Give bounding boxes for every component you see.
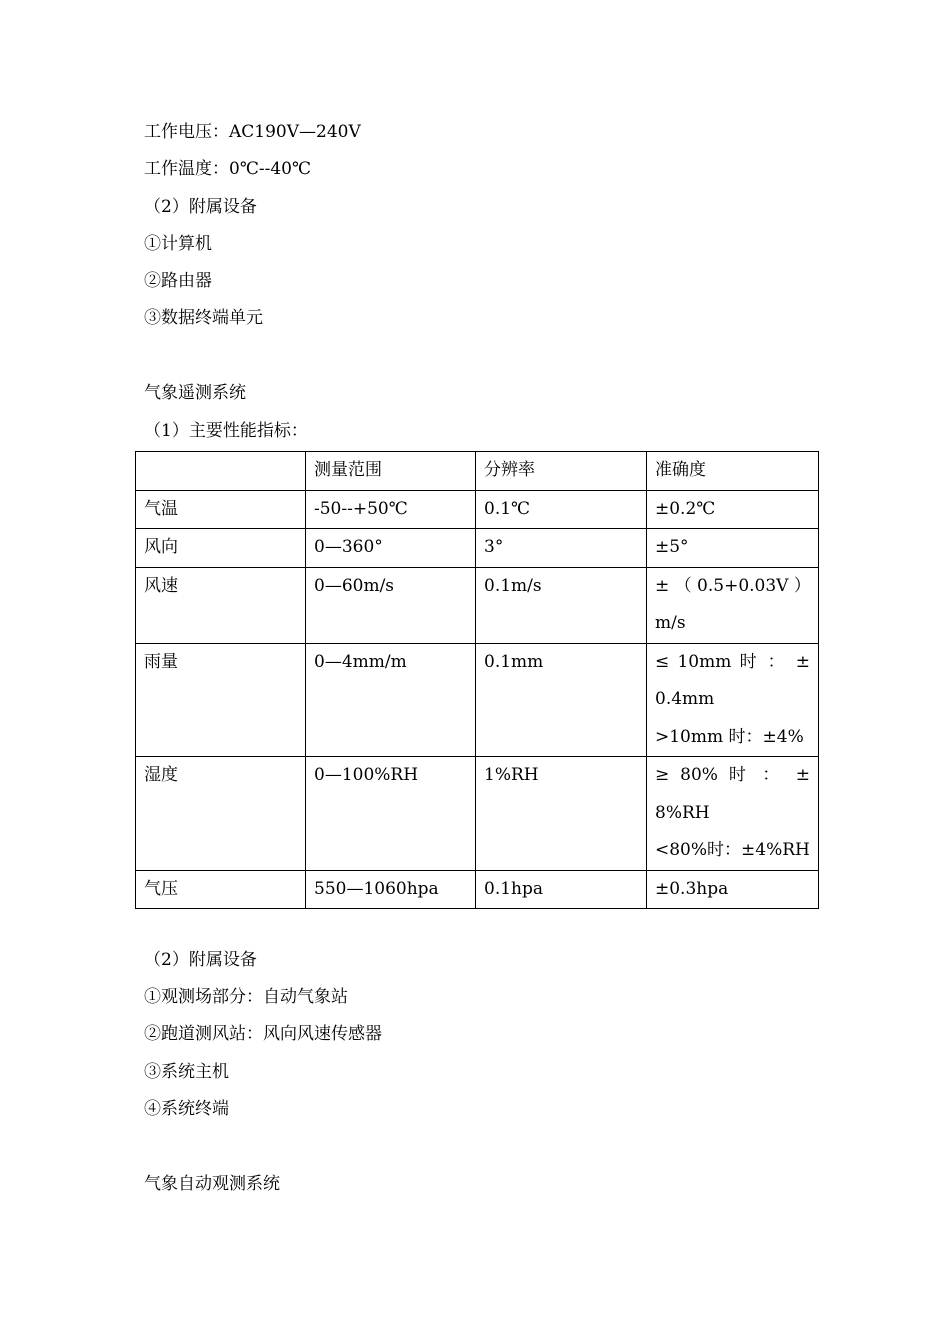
table-cell: ±0.3hpa	[647, 870, 819, 909]
table-row	[136, 643, 819, 757]
table-cell: 气压	[136, 870, 306, 909]
table-header-cell: 分辨率	[476, 452, 647, 491]
table-row	[136, 870, 819, 909]
accessory-item-system-terminal: ④系统终端	[144, 1099, 229, 1119]
table-cell: 0—60m/s	[306, 567, 476, 643]
table-cell: ≥ 80% 时 ： ± 8%RH <80%时：±4%RH	[647, 757, 819, 871]
table-row	[136, 757, 819, 871]
table-cell: 550—1060hpa	[306, 870, 476, 909]
table-header-cell	[136, 452, 306, 491]
table-cell: ±5°	[647, 529, 819, 568]
accessory-item-computer: ①计算机	[144, 234, 212, 254]
table-cell: 0.1hpa	[476, 870, 647, 909]
accessory-item-data-terminal: ③数据终端单元	[144, 308, 263, 328]
performance-table	[135, 451, 819, 909]
table-cell: 3°	[476, 529, 647, 568]
section-title-auto-observation: 气象自动观测系统	[144, 1174, 280, 1194]
accessories-heading: （2）附属设备	[144, 197, 257, 217]
accessory-item-router: ②路由器	[144, 271, 212, 291]
table-row	[136, 529, 819, 568]
table-cell: 0.1m/s	[476, 567, 647, 643]
table-row	[136, 490, 819, 529]
accessories-heading-2: （2）附属设备	[144, 950, 257, 970]
table-row	[136, 567, 819, 643]
table-cell: 0—100%RH	[306, 757, 476, 871]
accessory-item-observation-field: ①观测场部分：自动气象站	[144, 987, 348, 1007]
table-cell: 0.1mm	[476, 643, 647, 757]
table-cell: 气温	[136, 490, 306, 529]
working-temperature-line: 工作温度：0℃--40℃	[144, 159, 311, 179]
table-header-cell: 准确度	[647, 452, 819, 491]
working-voltage-line: 工作电压：AC190V—240V	[144, 122, 361, 142]
accessory-item-system-host: ③系统主机	[144, 1062, 229, 1082]
table-cell: 1%RH	[476, 757, 647, 871]
table-cell: 0—360°	[306, 529, 476, 568]
table-cell: 风向	[136, 529, 306, 568]
table-cell: ± （ 0.5+0.03V ） m/s	[647, 567, 819, 643]
table-cell: -50--+50℃	[306, 490, 476, 529]
table-cell: ≤ 10mm 时 ： ± 0.4mm >10mm 时：±4%	[647, 643, 819, 757]
performance-indicators-heading: （1）主要性能指标：	[144, 421, 308, 441]
table-cell: 0.1℃	[476, 490, 647, 529]
accessory-item-runway-wind-station: ②跑道测风站：风向风速传感器	[144, 1024, 382, 1044]
table-header-cell: 测量范围	[306, 452, 476, 491]
table-cell: 0—4mm/m	[306, 643, 476, 757]
table-cell: ±0.2℃	[647, 490, 819, 529]
table-cell: 雨量	[136, 643, 306, 757]
section-title-weather-telemetry: 气象遥测系统	[144, 383, 246, 403]
table-cell: 风速	[136, 567, 306, 643]
table-header-row	[136, 452, 819, 491]
table-cell: 湿度	[136, 757, 306, 871]
